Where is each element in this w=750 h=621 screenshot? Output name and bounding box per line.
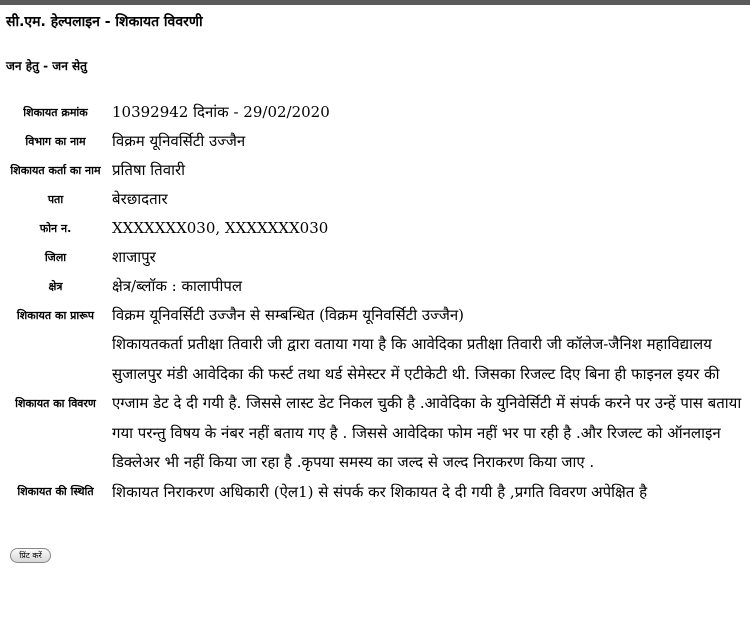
complaint-description-value: शिकायतकर्ता प्रतीक्षा तिवारी जी द्वारा वताया गया है कि आवेदिका प्रतीक्षा तिवारी जी कॉलेज-जैनिश महाविद्यालय सुजालपुर मंडी आवेदिका की फर्स्ट तथा थर्ड सेमेस्टर में एटीकेटी थी. जिसका रिजल्ट दिए बिना ही फाइनल इयर की एग्जाम डेट दे दी गयी है. जिससे लास्ट डेट निकल चुकी है .आवेदिका के युनिवेर्सिटी में संपर्क करने पर उन्हें पास बताया गया परन्तु विषय के नंबर नहीं बताय गए है . जिससे आवेदिका फोम नहीं भर पा रही है .और रिजल्ट को ऑनलाइन डिक्लेअर भी नहीं किया जा रहा है .कृपया समस्य का जल्द से जल्द निराकरण किया जाए . [112, 335, 742, 471]
department-label: विभाग का नाम [25, 134, 86, 148]
area-value: क्षेत्र/ब्लॉक : कालापीपल [112, 277, 243, 295]
district-label: जिला [44, 250, 67, 264]
detail-row-complaint-description [3, 330, 742, 478]
detail-row-complaint-number [3, 98, 742, 127]
detail-row-address [3, 185, 742, 214]
address-value: बेरछादतार [112, 190, 168, 208]
area-label: क्षेत्र [48, 279, 63, 293]
page-title: सी.एम. हेल्पलाइन - शिकायत विवरणी [6, 14, 203, 30]
complaint-type-value: विक्रम यूनिवर्सिटी उज्जैन से सम्बन्धित (विक्रम यूनिवर्सिटी उज्जैन) [112, 306, 464, 324]
address-label: पता [47, 192, 64, 206]
department-value: विक्रम यूनिवर्सिटी उज्जैन [112, 132, 246, 150]
complaint-status-label: शिकायत की स्थिति [17, 485, 94, 499]
print-button[interactable]: प्रिंट करें [10, 548, 51, 563]
detail-row-phone [3, 214, 742, 243]
phone-label: फोन न. [39, 221, 72, 235]
detail-row-district [3, 243, 742, 272]
complaint-details-table [3, 98, 742, 507]
complaint-description-label: शिकायत का विवरण [15, 397, 96, 411]
complainant-name-label: शिकायत कर्ता का नाम [10, 163, 101, 177]
complaint-number-label: शिकायत क्रमांक [23, 105, 88, 119]
complaint-number-value: 10392942 दिनांक - 29/02/2020 [112, 103, 330, 121]
detail-row-complaint-type [3, 301, 742, 330]
detail-row-area [3, 272, 742, 301]
detail-row-complainant-name [3, 156, 742, 185]
detail-row-complaint-status [3, 478, 742, 507]
complaint-type-label: शिकायत का प्रारूप [16, 308, 95, 322]
page-subtitle: जन हेतु - जन सेतु [6, 59, 87, 73]
complainant-name-value: प्रतिषा तिवारी [112, 161, 185, 179]
phone-value: XXXXXXX030, XXXXXXX030 [112, 219, 329, 237]
complaint-status-value: शिकायत निराकरण अधिकारी (ऐल1) से संपर्क कर शिकायत दे दी गयी है ,प्रगति विवरण अपेक्षित है [112, 482, 648, 501]
district-value: शाजापुर [112, 248, 156, 266]
detail-row-department [3, 127, 742, 156]
top-bar [0, 0, 750, 5]
